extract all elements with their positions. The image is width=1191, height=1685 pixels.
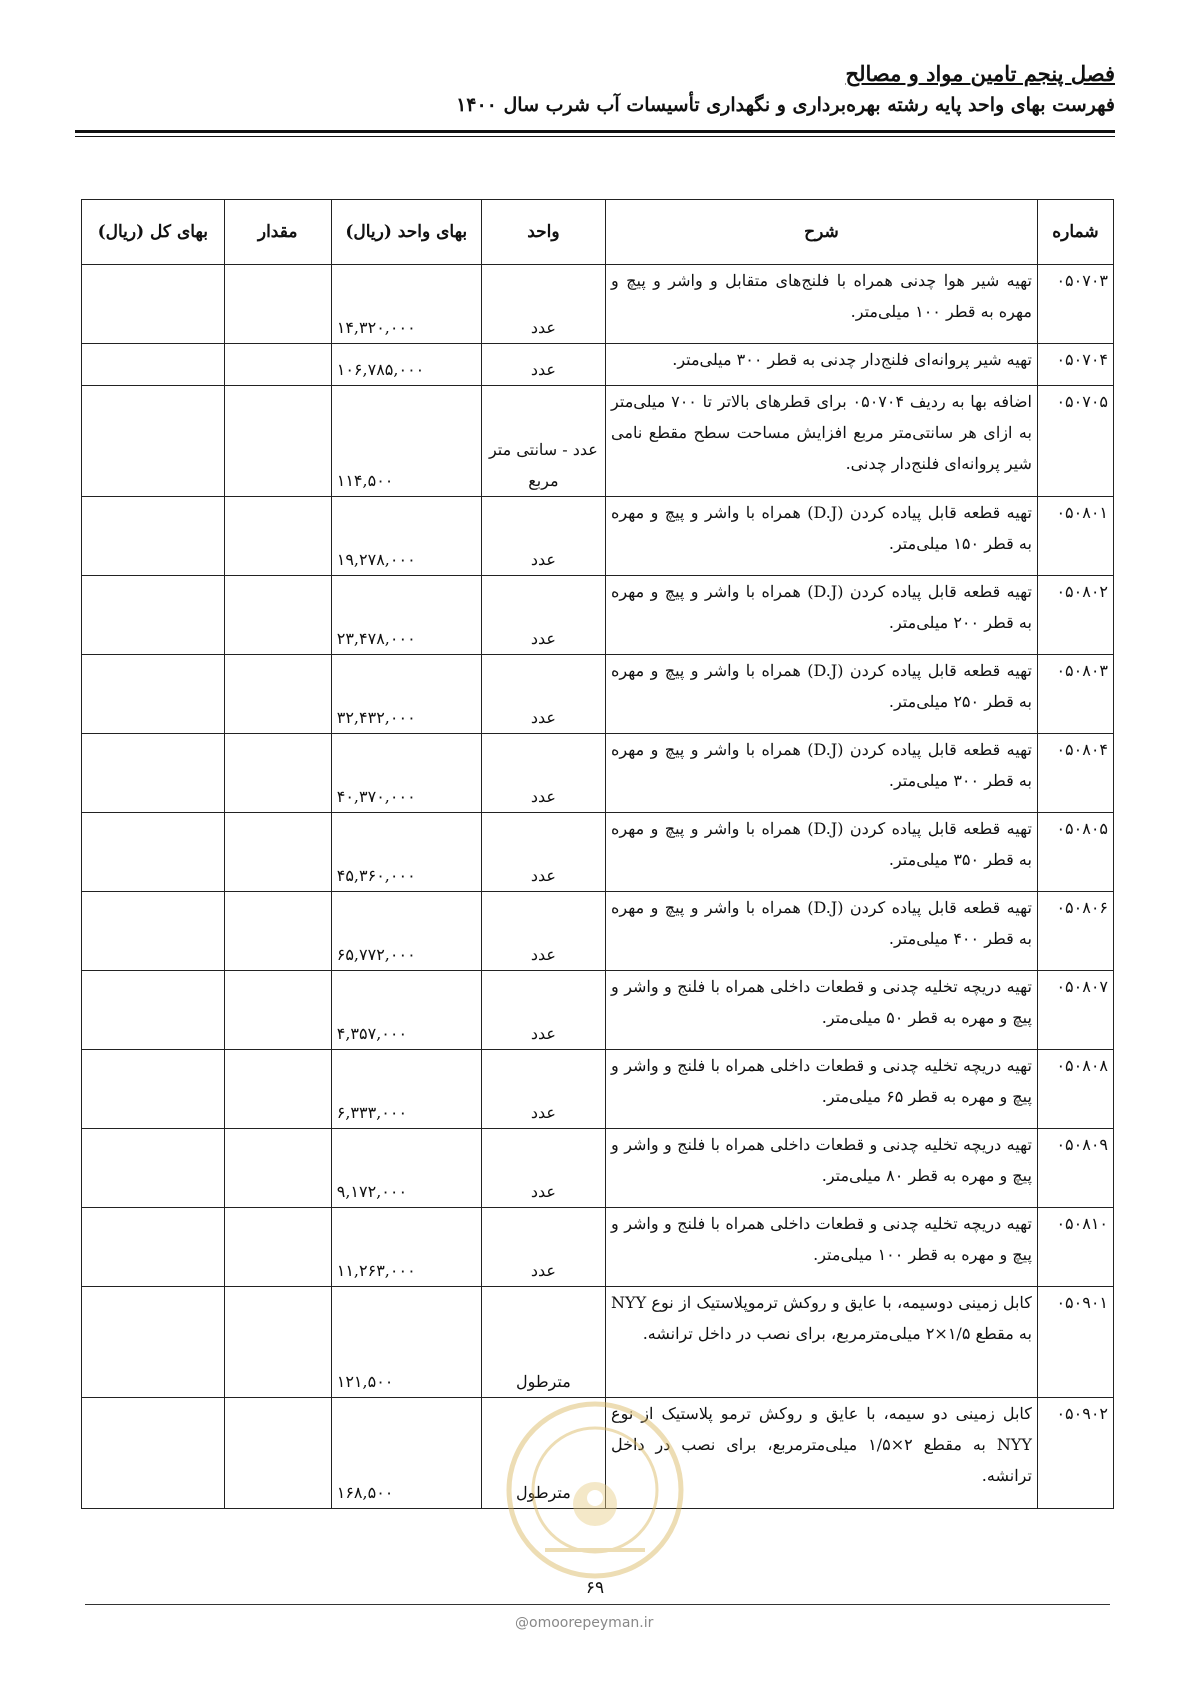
row-unit-price: ۱۶۸,۵۰۰	[331, 1398, 481, 1509]
row-unit: عدد	[481, 734, 605, 813]
row-unit-price: ۶,۳۳۳,۰۰۰	[331, 1050, 481, 1129]
row-quantity	[224, 813, 331, 892]
row-unit: عدد	[481, 655, 605, 734]
row-unit: عدد	[481, 344, 605, 386]
row-unit-price: ۱۰۶,۷۸۵,۰۰۰	[331, 344, 481, 386]
row-description: تهیه قطعه قابل پیاده کردن (D.J) همراه با واشر و پیچ و مهره به قطر ۳۰۰ میلی‌متر.	[606, 734, 1038, 813]
chapter-title: فصل پنجم تامین مواد و مصالح	[845, 61, 1115, 86]
row-number: ۰۵۰۸۰۴	[1037, 734, 1113, 813]
row-number: ۰۵۰۸۰۸	[1037, 1050, 1113, 1129]
row-number: ۰۵۰۸۰۲	[1037, 576, 1113, 655]
row-number: ۰۵۰۸۱۰	[1037, 1208, 1113, 1287]
row-unit: عدد	[481, 1050, 605, 1129]
row-unit: عدد	[481, 1208, 605, 1287]
row-quantity	[224, 576, 331, 655]
row-number: ۰۵۰۸۰۳	[1037, 655, 1113, 734]
row-quantity	[224, 1129, 331, 1208]
website-watermark: @omoorepeyman.ir	[515, 1615, 654, 1631]
table-row	[82, 497, 1114, 576]
row-unit-price: ۶۵,۷۷۲,۰۰۰	[331, 892, 481, 971]
table-row	[82, 265, 1114, 344]
column-header-quantity: مقدار	[224, 200, 331, 265]
row-total-price	[82, 971, 225, 1050]
row-unit-price: ۳۲,۴۳۲,۰۰۰	[331, 655, 481, 734]
row-number: ۰۵۰۷۰۳	[1037, 265, 1113, 344]
table-row	[82, 1398, 1114, 1509]
row-unit-price: ۹,۱۷۲,۰۰۰	[331, 1129, 481, 1208]
row-description: تهیه قطعه قابل پیاده کردن (D.J) همراه با واشر و پیچ و مهره به قطر ۲۰۰ میلی‌متر.	[606, 576, 1038, 655]
row-quantity	[224, 344, 331, 386]
row-number: ۰۵۰۸۰۶	[1037, 892, 1113, 971]
table-row	[82, 971, 1114, 1050]
table-row	[82, 1050, 1114, 1129]
row-total-price	[82, 1208, 225, 1287]
table-row	[82, 1208, 1114, 1287]
column-header-unit: واحد	[481, 200, 605, 265]
row-total-price	[82, 1050, 225, 1129]
row-quantity	[224, 655, 331, 734]
page-header	[75, 60, 1115, 120]
column-header-unit-price: بهای واحد (ریال)	[331, 200, 481, 265]
row-unit-price: ۱۴,۳۲۰,۰۰۰	[331, 265, 481, 344]
row-description: تهیه قطعه قابل پیاده کردن (D.J) همراه با واشر و پیچ و مهره به قطر ۱۵۰ میلی‌متر.	[606, 497, 1038, 576]
row-description: تهیه قطعه قابل پیاده کردن (D.J) همراه با واشر و پیچ و مهره به قطر ۴۰۰ میلی‌متر.	[606, 892, 1038, 971]
row-description: تهیه شیر هوا چدنی همراه با فلنج‌های متقابل و واشر و پیچ و مهره به قطر ۱۰۰ میلی‌متر.	[606, 265, 1038, 344]
row-total-price	[82, 813, 225, 892]
row-number: ۰۵۰۹۰۲	[1037, 1398, 1113, 1509]
row-total-price	[82, 1398, 225, 1509]
table-row	[82, 1287, 1114, 1398]
row-unit: عدد	[481, 1129, 605, 1208]
row-unit-price: ۴,۳۵۷,۰۰۰	[331, 971, 481, 1050]
column-header-total-price: بهای کل (ریال)	[82, 200, 225, 265]
row-quantity	[224, 1208, 331, 1287]
row-unit: عدد	[481, 497, 605, 576]
row-unit-price: ۲۳,۴۷۸,۰۰۰	[331, 576, 481, 655]
row-unit: عدد	[481, 265, 605, 344]
row-number: ۰۵۰۸۰۹	[1037, 1129, 1113, 1208]
row-description: کابل زمینی دو سیمه، با عایق و روکش ترمو پلاستیک از نوع NYY به مقطع ۲×۱/۵ میلی‌مترمربع، برای نصب در داخل ترانشه.	[606, 1398, 1038, 1509]
row-unit-price: ۱۲۱,۵۰۰	[331, 1287, 481, 1398]
row-description: تهیه قطعه قابل پیاده کردن (D.J) همراه با واشر و پیچ و مهره به قطر ۲۵۰ میلی‌متر.	[606, 655, 1038, 734]
table-row	[82, 813, 1114, 892]
row-quantity	[224, 734, 331, 813]
table-row	[82, 892, 1114, 971]
row-total-price	[82, 892, 225, 971]
row-number: ۰۵۰۸۰۷	[1037, 971, 1113, 1050]
row-description: تهیه شیر پروانه‌ای فلنج‌دار چدنی به قطر ۳۰۰ میلی‌متر.	[606, 344, 1038, 386]
row-unit-price: ۴۵,۳۶۰,۰۰۰	[331, 813, 481, 892]
row-unit: عدد - سانتی متر مربع	[481, 386, 605, 497]
row-number: ۰۵۰۸۰۱	[1037, 497, 1113, 576]
row-total-price	[82, 655, 225, 734]
footer-rule	[85, 1604, 1110, 1605]
row-total-price	[82, 344, 225, 386]
row-total-price	[82, 265, 225, 344]
row-total-price	[82, 576, 225, 655]
row-number: ۰۵۰۷۰۵	[1037, 386, 1113, 497]
row-unit: مترطول	[481, 1287, 605, 1398]
row-total-price	[82, 497, 225, 576]
row-quantity	[224, 892, 331, 971]
header-rule-thin	[75, 136, 1115, 137]
row-unit-price: ۴۰,۳۷۰,۰۰۰	[331, 734, 481, 813]
column-header-description: شرح	[606, 200, 1038, 265]
table-row	[82, 734, 1114, 813]
price-list-table	[81, 199, 1114, 1509]
row-quantity	[224, 497, 331, 576]
row-number: ۰۵۰۸۰۵	[1037, 813, 1113, 892]
row-quantity	[224, 1398, 331, 1509]
row-quantity	[224, 1287, 331, 1398]
row-unit: عدد	[481, 892, 605, 971]
row-description: تهیه قطعه قابل پیاده کردن (D.J) همراه با واشر و پیچ و مهره به قطر ۳۵۰ میلی‌متر.	[606, 813, 1038, 892]
table-row	[82, 1129, 1114, 1208]
row-quantity	[224, 386, 331, 497]
header-rule-thick	[75, 130, 1115, 133]
row-unit: عدد	[481, 813, 605, 892]
column-header-number: شماره	[1037, 200, 1113, 265]
row-quantity	[224, 971, 331, 1050]
row-description: تهیه دریچه تخلیه چدنی و قطعات داخلی همراه با فلنج و واشر و پیچ و مهره به قطر ۵۰ میلی‌متر.	[606, 971, 1038, 1050]
row-description: تهیه دریچه تخلیه چدنی و قطعات داخلی همراه با فلنج و واشر و پیچ و مهره به قطر ۱۰۰ میلی‌متر.	[606, 1208, 1038, 1287]
row-unit-price: ۱۹,۲۷۸,۰۰۰	[331, 497, 481, 576]
row-total-price	[82, 386, 225, 497]
row-description: تهیه دریچه تخلیه چدنی و قطعات داخلی همراه با فلنج و واشر و پیچ و مهره به قطر ۶۵ میلی‌متر.	[606, 1050, 1038, 1129]
row-description: کابل زمینی دوسیمه، با عایق و روکش ترموپلاستیک از نوع NYY به مقطع ۱/۵×۲ میلی‌مترمربع، برای نصب در داخل ترانشه.	[606, 1287, 1038, 1398]
row-description: اضافه بها به ردیف ۰۵۰۷۰۴ برای قطرهای بالاتر تا ۷۰۰ میلی‌متر به ازای هر سانتی‌متر مربع افزایش مساحت سطح مقطع نامی شیر پروانه‌ای فلنج‌دار چدنی.	[606, 386, 1038, 497]
table-row	[82, 576, 1114, 655]
page-number: ۶۹	[585, 1578, 605, 1598]
row-unit: عدد	[481, 971, 605, 1050]
row-unit-price: ۱۱۴,۵۰۰	[331, 386, 481, 497]
row-unit-price: ۱۱,۲۶۳,۰۰۰	[331, 1208, 481, 1287]
row-total-price	[82, 1129, 225, 1208]
row-quantity	[224, 265, 331, 344]
row-unit: مترطول	[481, 1398, 605, 1509]
row-total-price	[82, 734, 225, 813]
table-row	[82, 386, 1114, 497]
table-header-row	[82, 200, 1114, 265]
table-row	[82, 344, 1114, 386]
row-total-price	[82, 1287, 225, 1398]
row-quantity	[224, 1050, 331, 1129]
document-subtitle: فهرست بهای واحد پایه رشته بهره‌برداری و نگهداری تأسیسات آب شرب سال ۱۴۰۰	[456, 94, 1115, 116]
table-row	[82, 655, 1114, 734]
row-number: ۰۵۰۷۰۴	[1037, 344, 1113, 386]
row-number: ۰۵۰۹۰۱	[1037, 1287, 1113, 1398]
row-description: تهیه دریچه تخلیه چدنی و قطعات داخلی همراه با فلنج و واشر و پیچ و مهره به قطر ۸۰ میلی‌متر.	[606, 1129, 1038, 1208]
row-unit: عدد	[481, 576, 605, 655]
